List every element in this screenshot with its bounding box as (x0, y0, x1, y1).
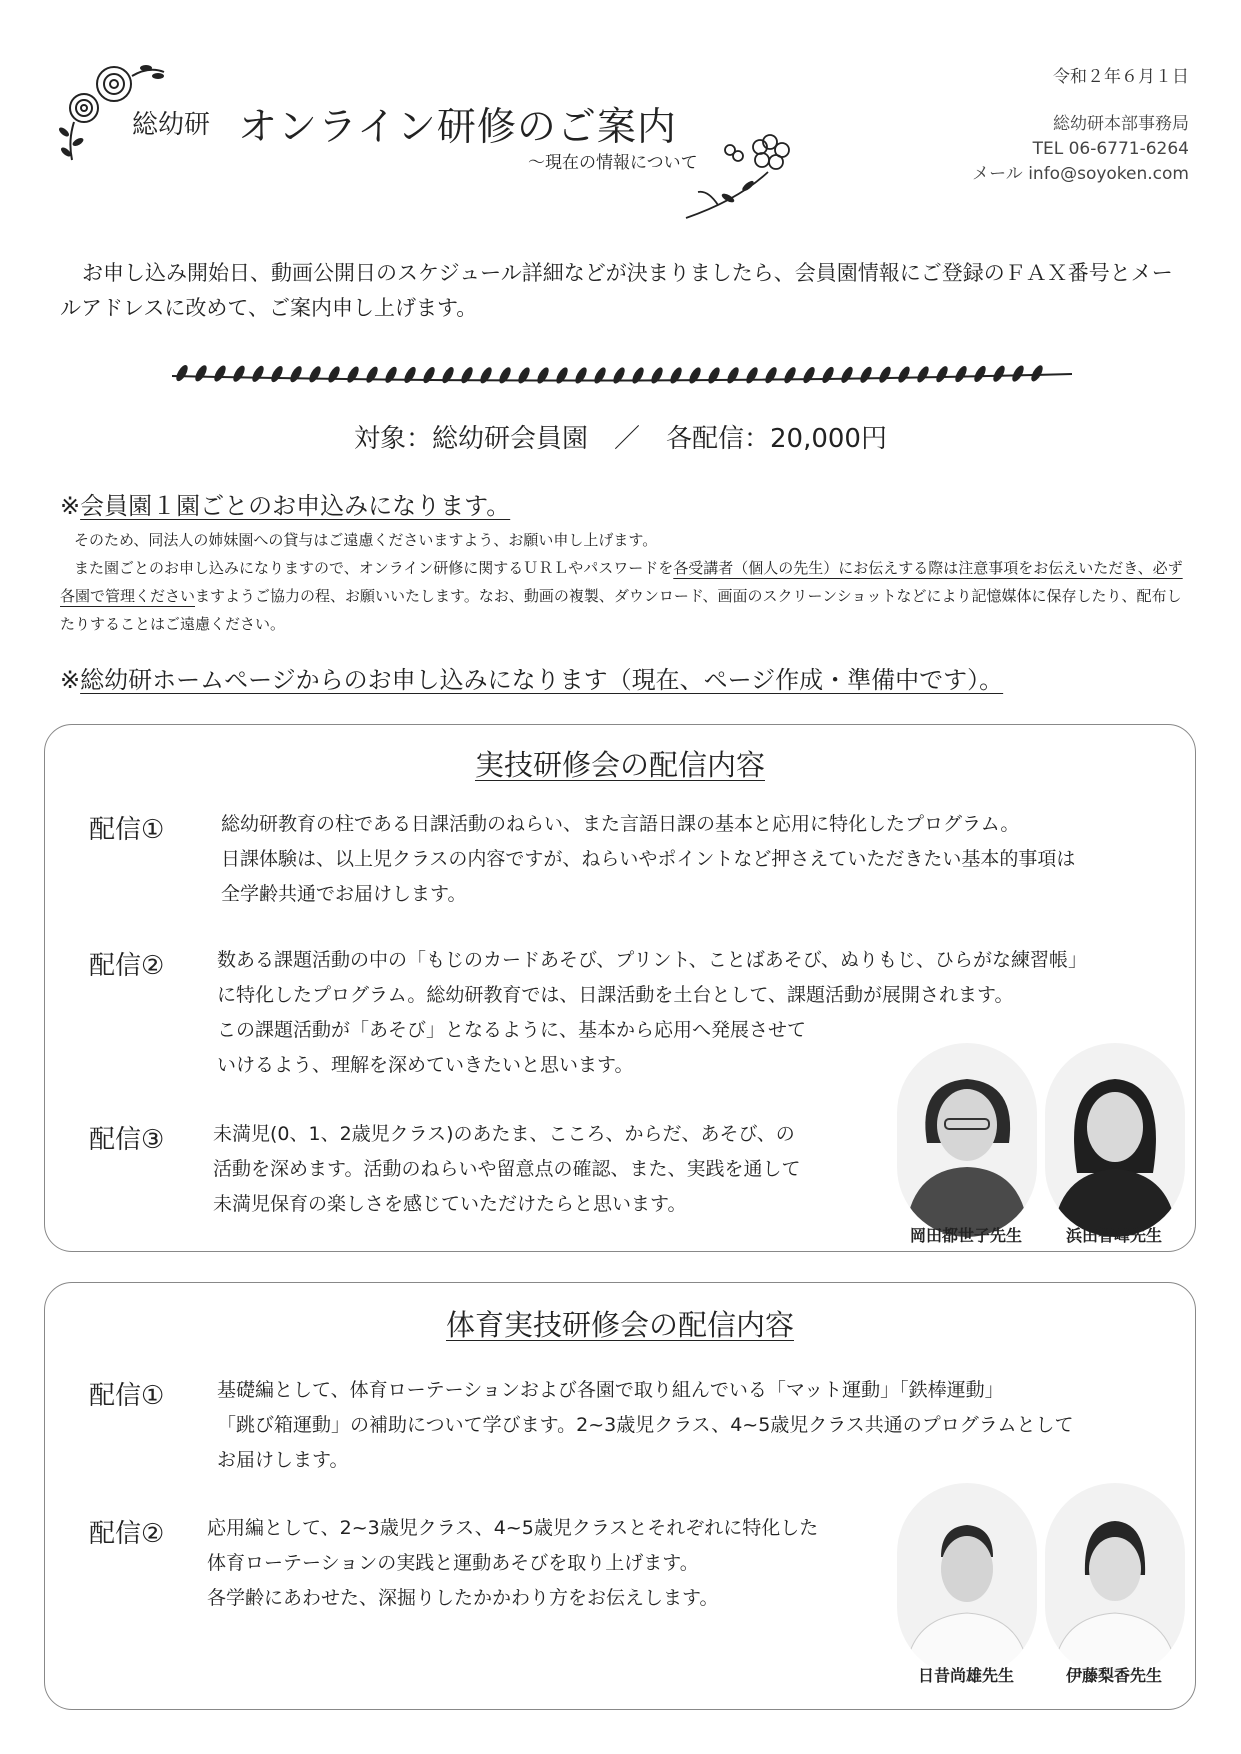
delivery-text-3: 未満児(0、1、2歳児クラス)のあたま、こころ、からだ、あそび、の 活動を深めます。活動のねらいや留意点の確認、また、実践を通して 未満児保育の楽しさを感じていただけたらと思います。 (213, 1123, 801, 1215)
issue-date: 令和２年６月１日 (1053, 67, 1189, 87)
delivery-label-1: 配信① (89, 1381, 165, 1411)
notice-line-1: そのため、同法人の姉妹園への貸与はご遠慮くださいますよう、お願い申し上げます。 (74, 531, 658, 549)
page-title: オンライン研修のご案内 (238, 105, 677, 150)
leaf-icon (972, 364, 988, 384)
teacher-photo (1045, 1483, 1185, 1677)
notice-one-per-school (60, 486, 510, 521)
delivery-text-2: 応用編として、2~3歳児クラス、4~5歳児クラスとそれぞれに特化した 体育ローテーションの実践と運動あそびを取り上げます。 各学齢にあわせた、深掘りしたかかわり方をお伝えします。 (207, 1517, 819, 1609)
delivery-text-2: 数ある課題活動の中の「もじのカードあそび、プリント、ことばあそび、ぬりもじ、ひらがな練習帳」 に特化したプログラム。総幼研教育では、日課活動を土台として、課題活動が展開されます。 この課題活動が「あそび」となるように、基本から応用へ発展させて いけるよう、理解を深めていきたいと思います。 (217, 949, 1088, 1076)
leaf-icon (307, 365, 323, 385)
leaf-icon (269, 364, 285, 384)
leaf-icon (839, 365, 855, 385)
leaf-icon (668, 366, 684, 386)
section-title: 実技研修会の配信内容 (474, 748, 765, 782)
delivery-label-2: 配信② (89, 951, 165, 981)
leaf-icon (383, 365, 399, 385)
leaf-icon (877, 365, 893, 385)
leaf-icon (782, 365, 798, 385)
notice-heading: 会員園１園ごとのお申込みになります。 (80, 492, 511, 520)
notice-homepage (60, 660, 1003, 695)
teacher-name: 日昔尚雄先生 (917, 1666, 1014, 1685)
section-title: 体育実技研修会の配信内容 (445, 1308, 794, 1342)
delivery-label-2: 配信② (89, 1519, 165, 1549)
leaf-icon (459, 365, 475, 385)
leaf-icon (212, 364, 228, 384)
leaf-icon (497, 366, 513, 386)
leaf-icon (231, 364, 247, 384)
leaf-icon (1029, 364, 1045, 384)
notice-line-2: また園ごとのお申し込みになりますので、オンライン研修に関するＵＲＬやパスワードを各受講者（個人の先生）にお伝えする際は注意事項をお伝えいただき、必ず各園で管理くださいますようご協力の程、お願いいたします。なお、動画の複製、ダウンロード、画面のスクリーンショットなどにより記憶媒体に保存したり、配布したりすることはご遠慮ください。 (60, 559, 1183, 633)
teacher-name: 浜田智峰先生 (1065, 1226, 1162, 1245)
delivery-text-1: 基礎編として、体育ローテーションおよび各園で取り組んでいる「マット運動」「鉄棒運動」 「跳び箱運動」の補助について学びます。2~3歳児クラス、4~5歳児クラス共通のプログラムとして お届けします。 (217, 1379, 1074, 1471)
leaf-icon (421, 365, 437, 385)
leaf-icon (687, 366, 703, 386)
leaf-icon (402, 365, 418, 385)
leaf-icon (478, 365, 494, 385)
teacher-photo (897, 1043, 1037, 1237)
leaf-icon (858, 365, 874, 385)
leaf-icon (364, 365, 380, 385)
leaf-icon (554, 366, 570, 386)
leaf-icon (535, 366, 551, 386)
leaf-icon (345, 365, 361, 385)
person-icon (1045, 1043, 1185, 1237)
delivery-text-1: 総幼研教育の柱である日課活動のねらい、また言語日課の基本と応用に特化したプログラム。 日課体験は、以上児クラスの内容ですが、ねらいやポイントなど押さえていただきたい基本的事項は 全学齢共通でお届けします。 (221, 813, 1076, 905)
notice-body (60, 526, 1190, 638)
leaf-icon (763, 365, 779, 385)
notice-underlined: 各受講者（個人の先生）にお伝えする際は注意事項をお伝えいただき、必ず各園で管理ください (60, 559, 1183, 605)
contact-office: 総幼研本部事務局 (1053, 114, 1189, 134)
leaf-icon (630, 366, 646, 386)
person-icon (897, 1043, 1037, 1237)
section-practical-training (44, 724, 1196, 1252)
teacher-name: 岡田都世子先生 (909, 1226, 1022, 1245)
section-pe-training (44, 1282, 1196, 1710)
leaf-icon (440, 365, 456, 385)
contact-tel: TEL 06-6771-6264 (1032, 139, 1189, 159)
leaf-icon (725, 366, 741, 386)
notice-heading: 総幼研ホームページからのお申し込みになります（現在、ページ作成・準備中です）。 (80, 666, 1004, 694)
organization-name: 総幼研 (132, 110, 211, 140)
leaf-icon (991, 364, 1007, 384)
person-icon (897, 1483, 1037, 1677)
leaf-icon (649, 366, 665, 386)
leaf-icon (592, 366, 608, 386)
leaf-icon (516, 366, 532, 386)
leaf-icon (953, 364, 969, 384)
person-icon (1045, 1483, 1185, 1677)
leaf-icon (801, 365, 817, 385)
leaf-icon (174, 363, 190, 383)
leaf-icon (915, 365, 931, 385)
leaf-icon (326, 365, 342, 385)
leaf-icon (193, 364, 209, 384)
delivery-label-1: 配信① (89, 815, 165, 845)
intro-paragraph: お申し込み開始日、動画公開日のスケジュール詳細などが決まりましたら、会員園情報にご登録のＦＡＸ番号とメールアドレスに改めて、ご案内申し上げます。 (60, 261, 1173, 320)
teacher-photo (897, 1483, 1037, 1677)
teacher-name: 伊藤梨香先生 (1065, 1666, 1162, 1685)
leaf-icon (250, 364, 266, 384)
notice-mark: ※ (60, 492, 81, 520)
notice-mark: ※ (60, 666, 81, 694)
leaf-icon (820, 365, 836, 385)
leaf-icon (611, 366, 627, 386)
leaf-icon (744, 365, 760, 385)
leaf-icon (896, 365, 912, 385)
contact-block (972, 112, 1189, 187)
leaf-icon (1010, 364, 1026, 384)
contact-mail: メール info@soyoken.com (972, 164, 1189, 184)
leaf-icon (288, 364, 304, 384)
flower-decoration-icon (678, 120, 798, 224)
leaf-icon (706, 366, 722, 386)
leaf-icon (934, 364, 950, 384)
leaf-vine-divider-icon (172, 356, 1072, 396)
leaf-icon (573, 366, 589, 386)
delivery-label-3: 配信③ (89, 1125, 165, 1155)
teacher-photo (1045, 1043, 1185, 1237)
page-subtitle: ～現在の情報について (528, 153, 698, 173)
target-and-price: 対象：総幼研会員園 ／ 各配信：20,000円 (354, 424, 887, 454)
